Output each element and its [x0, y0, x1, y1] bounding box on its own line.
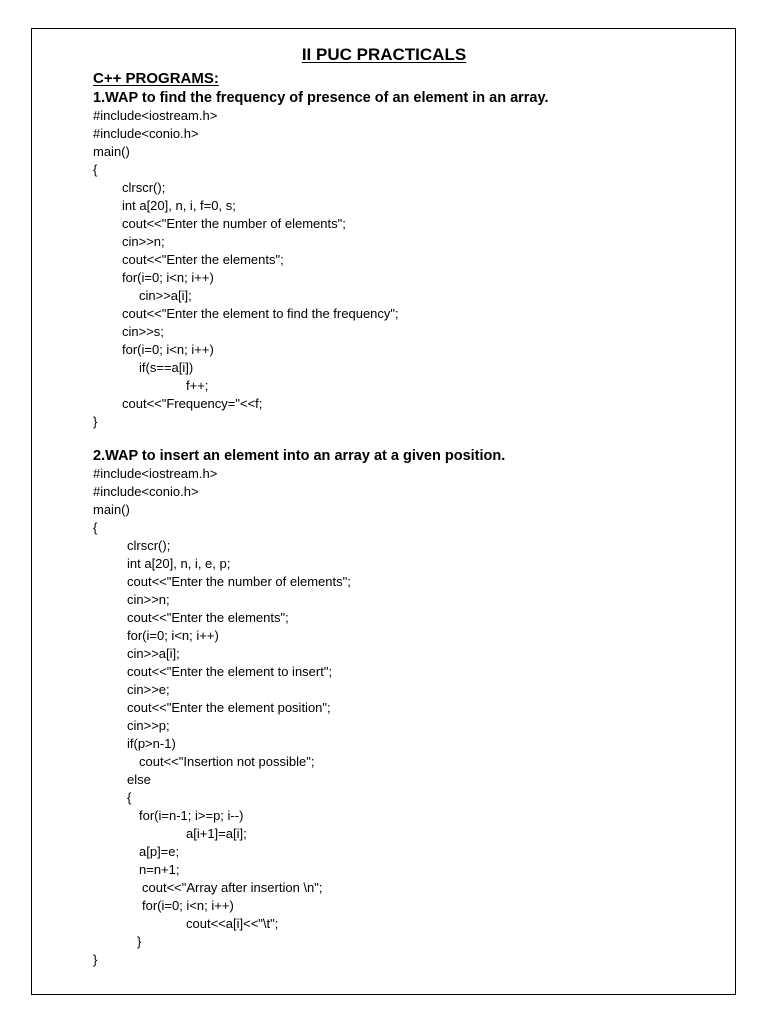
code-line: f++;	[186, 378, 209, 393]
code-line: #include<conio.h>	[93, 126, 199, 141]
code-line: }	[93, 414, 98, 429]
code-line: a[i+1]=a[i];	[186, 826, 247, 841]
code-line: cout<<a[i]<<"\t";	[186, 916, 279, 931]
code-line: cout<<"Frequency="<<f;	[122, 396, 263, 411]
code-line: cin>>e;	[127, 682, 170, 697]
code-line: {	[127, 790, 132, 805]
code-line: for(i=0; i<n; i++)	[127, 628, 219, 643]
page-title	[0, 44, 768, 66]
code-line: a[p]=e;	[139, 844, 180, 859]
code-line: cout<<"Enter the number of elements";	[127, 574, 351, 589]
code-line: cin>>s;	[122, 324, 164, 339]
code-line: int a[20], n, i, e, p;	[127, 556, 231, 571]
code-line: cout<<"Enter the element position";	[127, 700, 331, 715]
program-2-heading: 2.WAP to insert an element into an array at a given position.	[93, 448, 506, 464]
code-line: }	[137, 934, 142, 949]
code-line: if(s==a[i])	[139, 360, 194, 375]
code-line: for(i=0; i<n; i++)	[122, 342, 214, 357]
code-line: cout<<"Enter the number of elements";	[122, 216, 346, 231]
code-line: else	[127, 772, 151, 787]
code-line: clrscr();	[127, 538, 171, 553]
program-1-code	[93, 107, 399, 431]
code-line: cout<<"Enter the elements";	[127, 610, 289, 625]
code-line: #include<iostream.h>	[93, 108, 218, 123]
code-line: cout<<"Enter the elements";	[122, 252, 284, 267]
code-line: #include<conio.h>	[93, 484, 199, 499]
code-line: cin>>p;	[127, 718, 170, 733]
code-line: #include<iostream.h>	[93, 466, 218, 481]
code-line: cout<<"Array after insertion \n";	[142, 880, 323, 895]
code-line: n=n+1;	[139, 862, 180, 877]
code-line: cin>>n;	[127, 592, 170, 607]
code-line: cout<<"Enter the element to find the frequency";	[122, 306, 399, 321]
code-line: int a[20], n, i, f=0, s;	[122, 198, 236, 213]
code-line: {	[93, 162, 98, 177]
code-line: for(i=0; i<n; i++)	[122, 270, 214, 285]
code-line: main()	[93, 144, 130, 159]
section-label: C++ PROGRAMS:	[93, 70, 219, 87]
code-line: for(i=n-1; i>=p; i--)	[139, 808, 244, 823]
page-title-text: II PUC PRACTICALS	[301, 45, 467, 64]
code-line: cout<<"Insertion not possible";	[139, 754, 315, 769]
code-line: cout<<"Enter the element to insert";	[127, 664, 333, 679]
program-2-code	[93, 465, 351, 969]
code-line: cin>>a[i];	[139, 288, 192, 303]
code-line: if(p>n-1)	[127, 736, 176, 751]
code-line: clrscr();	[122, 180, 166, 195]
code-line: cin>>a[i];	[127, 646, 180, 661]
code-line: cin>>n;	[122, 234, 165, 249]
program-1-heading: 1.WAP to find the frequency of presence of an element in an array.	[93, 90, 549, 106]
code-line: for(i=0; i<n; i++)	[142, 898, 234, 913]
code-line: }	[93, 952, 98, 967]
code-line: main()	[93, 502, 130, 517]
code-line: {	[93, 520, 98, 535]
